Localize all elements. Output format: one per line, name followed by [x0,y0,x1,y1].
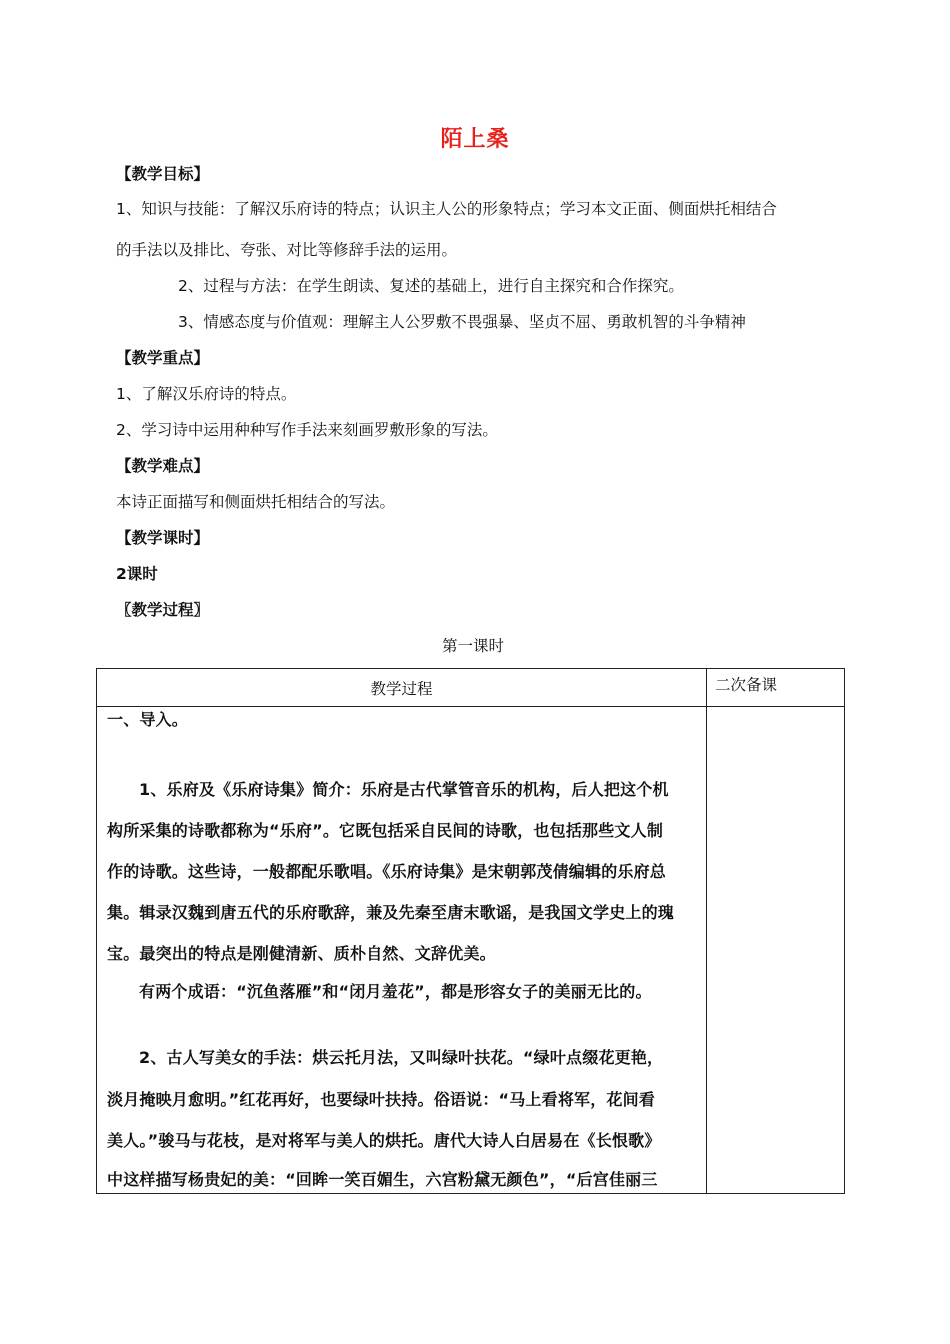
table-header-notes: 二次备课 [715,676,778,694]
table-row: 2、古人写美女的手法：烘云托月法，又叫绿叶扶花。“绿叶点缀花更艳， [139,1048,664,1067]
table-row: 中这样描写杨贵妃的美：“回眸一笑百媚生，六宫粉黛无颜色”，“后宫佳丽三 [107,1170,658,1189]
table-row: 构所采集的诗歌都称为“乐府”。它既包括采自民间的诗歌，也包括那些文人制 [107,821,664,840]
table-row: 淡月掩映月愈明。”红花再好，也要绿叶扶持。俗语说：“马上看将军，花间看 [107,1090,656,1109]
objective-2: 2、过程与方法：在学生朗读、复述的基础上，进行自主探究和合作探究。 [178,277,684,295]
difficulty-heading: 【教学难点】 [116,457,210,475]
key-point-1: 1、了解汉乐府诗的特点。 [116,385,297,403]
table-row: 美人。”骏马与花枝，是对将军与美人的烘托。唐代大诗人白居易在《长恨歌》 [107,1131,661,1150]
table-row: 作的诗歌。这些诗，一般都配乐歌唱。《乐府诗集》是宋朝郭茂倩编辑的乐府总 [107,862,667,881]
document-title: 陌上桑 [440,127,510,152]
objective-1-line-2: 的手法以及排比、夸张、对比等修辞手法的运用。 [116,241,458,259]
objectives-heading: 【教学目标】 [116,165,210,183]
hours-heading: 【教学课时】 [116,529,210,547]
key-points-heading: 【教学重点】 [116,349,210,367]
table-header-process: 教学过程 [370,680,433,698]
key-point-2: 2、学习诗中运用种种写作手法来刻画罗敷形象的写法。 [116,421,498,439]
table-header-divider [97,706,844,707]
hours-text: 2课时 [116,565,158,583]
objective-1-line-1: 1、知识与技能：了解汉乐府诗的特点；认识主人公的形象特点；学习本文正面、侧面烘托相结合 [116,200,777,218]
table-row: 集。辑录汉魏到唐五代的乐府歌辞，兼及先秦至唐末歌谣，是我国文学史上的瑰 [107,903,675,922]
process-heading: 〖教学过程〗 [116,601,210,619]
table-row: 宝。最突出的特点是刚健清新、质朴自然、文辞优美。 [107,944,496,963]
lesson-label: 第一课时 [442,637,505,655]
difficulty-text: 本诗正面描写和侧面烘托相结合的写法。 [116,493,396,511]
table-row: 一、导入。 [107,710,189,729]
lesson-plan-table [96,668,845,1194]
table-row: 1、乐府及《乐府诗集》简介：乐府是古代掌管音乐的机构，后人把这个机 [139,780,669,799]
table-column-divider [706,669,707,1193]
objective-3: 3、情感态度与价值观：理解主人公罗敷不畏强暴、坚贞不屈、勇敢机智的斗争精神 [178,313,746,331]
table-row: 有两个成语：“沉鱼落雁”和“闭月羞花”，都是形容女子的美丽无比的。 [139,982,652,1001]
